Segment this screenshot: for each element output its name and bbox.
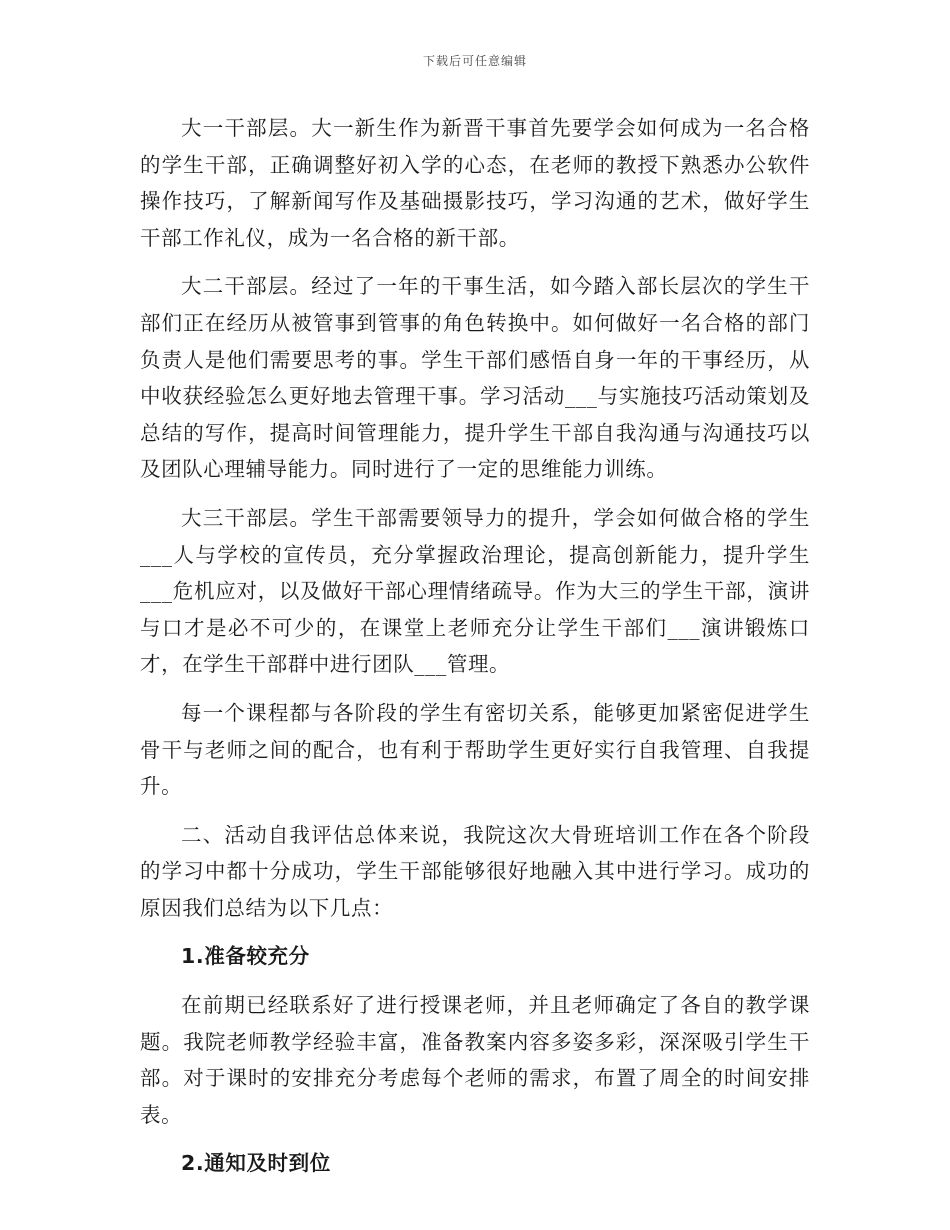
paragraph-course-relation: 每一个课程都与各阶段的学生有密切关系，能够更加紧密促进学生骨干与老师之间的配合，也有利于帮助学生更好实行自我管理、自我提升。	[140, 700, 810, 799]
paragraph-freshman-cadres: 大一干部层。大一新生作为新晋干事首先要学会如何成为一名合格的学生干部，正确调整好初入学的心态，在老师的教授下熟悉办公软件操作技巧，了解新闻写作及基础摄影技巧，学习沟通的艺术，做好学生干部工作礼仪，成为一名合格的新干部。	[140, 116, 810, 250]
document-body	[140, 110, 810, 1182]
section-heading-preparation: 1.准备较充分	[181, 944, 310, 969]
paragraph-self-evaluation: 二、活动自我评估总体来说，我院这次大骨班培训工作在各个阶段的学习中都十分成功，学生干部能够很好地融入其中进行学习。成功的原因我们总结为以下几点：	[140, 822, 810, 920]
paragraph-gap	[140, 805, 810, 817]
paragraph-gap	[140, 975, 810, 987]
paragraph-junior-cadres: 大三干部层。学生干部需要领导力的提升，学会如何做合格的学生___人与学校的宣传员，充分掌握政治理论，提高创新能力，提升学生___危机应对，以及做好干部心理情绪疏导。作为大三的学生干部，演讲与口才是必不可少的，在课堂上老师充分让学生干部们___演讲锻炼口才，在学生干部群中进行团队___管理。	[140, 505, 810, 677]
paragraph-preparation: 在前期已经联系好了进行授课老师，并且老师确定了各自的教学课题。我院老师教学经验丰富，准备教案内容多姿多彩，深深吸引学生干部。对于课时的安排充分考虑每个老师的需求，布置了周全的时间安排表。	[140, 993, 810, 1127]
paragraph-sophomore-cadres: 大二干部层。经过了一年的干事生活，如今踏入部长层次的学生干部们正在经历从被管事到管事的角色转换中。如何做好一名合格的部门负责人是他们需要思考的事。学生干部们感悟自身一年的干事经历，从中收获经验怎么更好地去管理干事。学习活动___与实施技巧活动策划及总结的写作，提高时间管理能力，提升学生干部自我沟通与沟通技巧以及团队心理辅导能力。同时进行了一定的思维能力训练。	[140, 274, 810, 482]
section-heading-notification: 2.通知及时到位	[181, 1151, 331, 1176]
paragraph-gap	[140, 1133, 810, 1145]
paragraph-gap	[140, 683, 810, 695]
paragraph-gap	[140, 488, 810, 500]
paragraph-gap	[140, 926, 810, 938]
page-header-note: 下载后可任意编辑	[422, 54, 527, 68]
paragraph-gap	[140, 256, 810, 268]
